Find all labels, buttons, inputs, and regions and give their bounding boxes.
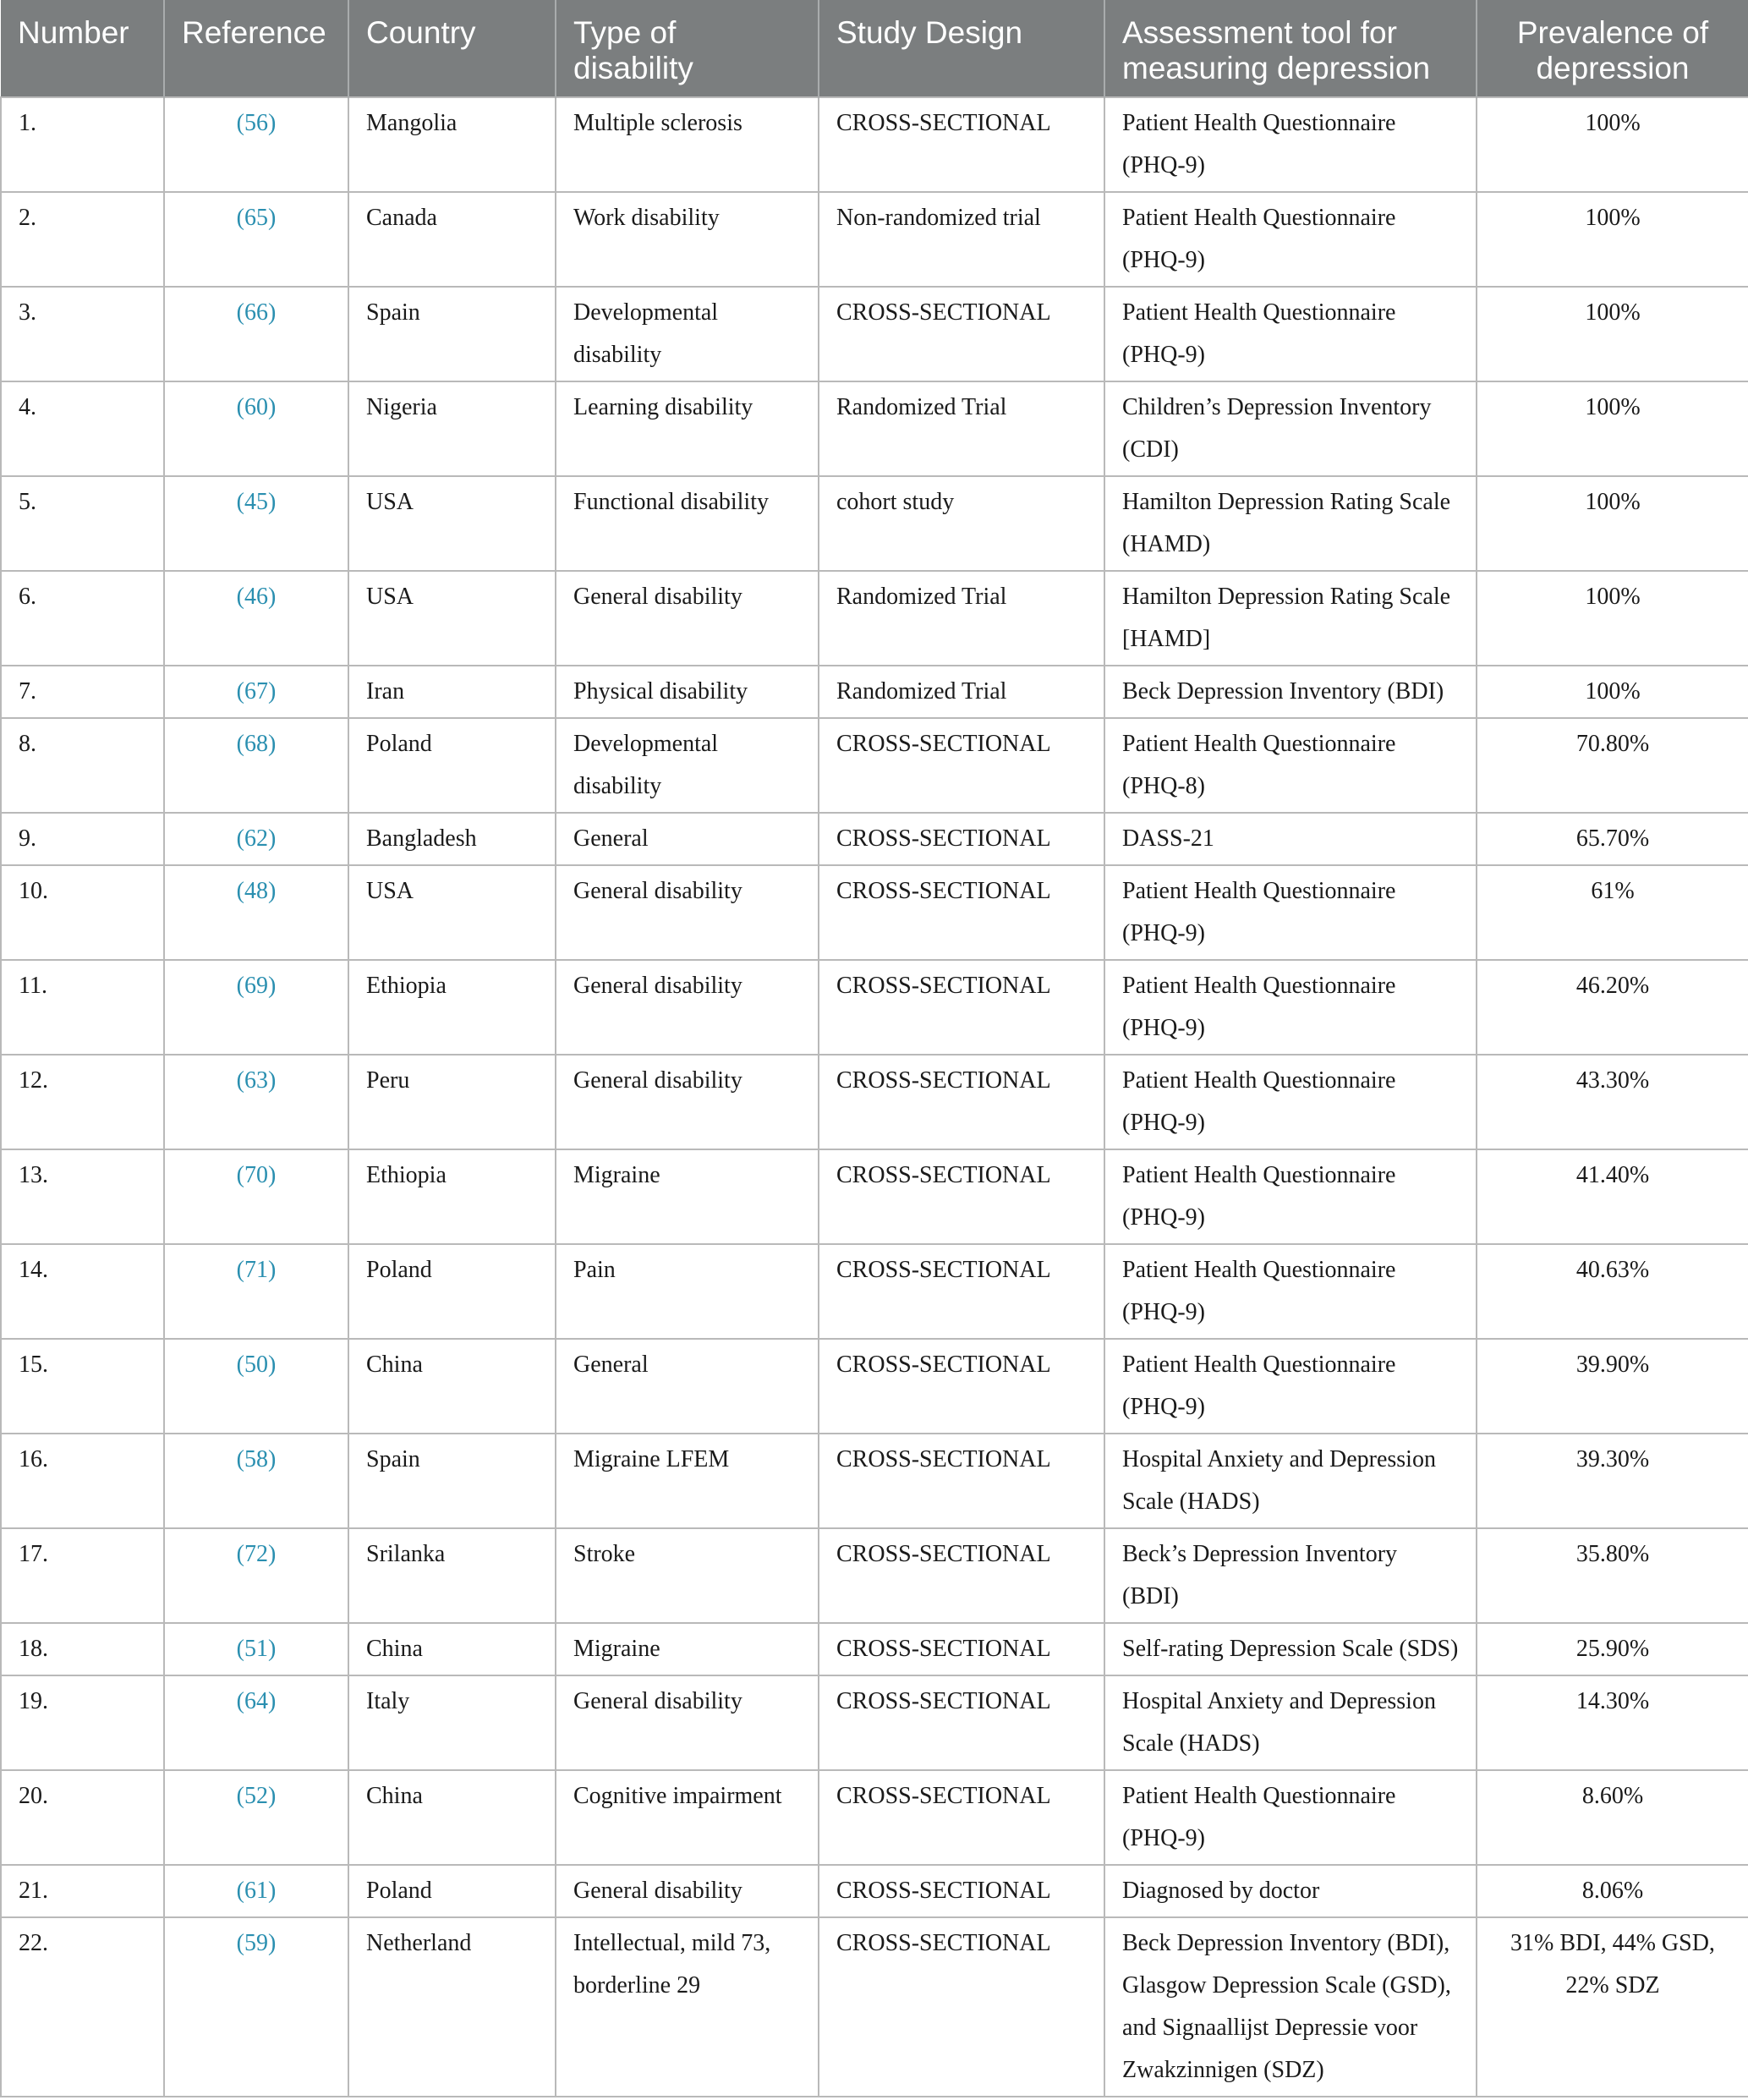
cell-reference <box>164 97 348 192</box>
table-row <box>1 1623 1748 1675</box>
reference-open-paren: ( <box>236 973 244 999</box>
reference-open-paren: ( <box>236 825 244 852</box>
reference-open-paren: ( <box>236 394 244 420</box>
reference-open-paren: ( <box>236 584 244 610</box>
cell-assessment-tool: Hamilton Depression Rating Scale (HAMD) <box>1104 476 1477 571</box>
cell-assessment-tool: Children’s Depression Inventory (CDI) <box>1104 381 1477 476</box>
reference-open-paren: ( <box>236 299 244 326</box>
cell-number: 5. <box>1 476 164 571</box>
cell-country: Poland <box>348 1244 556 1339</box>
reference-link[interactable]: 67 <box>244 678 268 705</box>
reference-close-paren: ) <box>268 1878 277 1904</box>
cell-prevalence: 35.80% <box>1477 1528 1748 1623</box>
reference-open-paren: ( <box>236 1636 244 1662</box>
header-number: Number <box>1 0 164 97</box>
reference-close-paren: ) <box>268 394 277 420</box>
cell-study-design: CROSS-SECTIONAL <box>819 1244 1104 1339</box>
table-row <box>1 381 1748 476</box>
cell-assessment-tool: Patient Health Questionnaire (PHQ-9) <box>1104 865 1477 960</box>
cell-reference <box>164 1770 348 1865</box>
cell-country: USA <box>348 476 556 571</box>
reference-open-paren: ( <box>236 1930 244 1956</box>
cell-study-design: CROSS-SECTIONAL <box>819 1149 1104 1244</box>
cell-reference <box>164 381 348 476</box>
cell-number: 18. <box>1 1623 164 1675</box>
cell-type-of-disability: Multiple sclerosis <box>556 97 819 192</box>
cell-prevalence: 100% <box>1477 476 1748 571</box>
cell-type-of-disability: General disability <box>556 1055 819 1149</box>
header-reference: Reference <box>164 0 348 97</box>
reference-link[interactable]: 60 <box>244 394 268 420</box>
reference-close-paren: ) <box>268 1930 277 1956</box>
cell-prevalence: 100% <box>1477 192 1748 287</box>
table-row <box>1 666 1748 718</box>
cell-country: USA <box>348 865 556 960</box>
table-row <box>1 1244 1748 1339</box>
cell-reference <box>164 1528 348 1623</box>
cell-assessment-tool: Patient Health Questionnaire (PHQ-9) <box>1104 287 1477 381</box>
cell-study-design: Randomized Trial <box>819 666 1104 718</box>
cell-study-design: CROSS-SECTIONAL <box>819 1528 1104 1623</box>
cell-country: China <box>348 1339 556 1434</box>
cell-prevalence: 14.30% <box>1477 1675 1748 1770</box>
cell-prevalence: 40.63% <box>1477 1244 1748 1339</box>
reference-close-paren: ) <box>268 1636 277 1662</box>
cell-country: Srilanka <box>348 1528 556 1623</box>
cell-number: 2. <box>1 192 164 287</box>
cell-type-of-disability: General disability <box>556 571 819 666</box>
reference-link[interactable]: 64 <box>244 1688 268 1714</box>
cell-number: 9. <box>1 813 164 865</box>
cell-study-design: CROSS-SECTIONAL <box>819 1339 1104 1434</box>
cell-study-design: Randomized Trial <box>819 571 1104 666</box>
cell-study-design: CROSS-SECTIONAL <box>819 1917 1104 2097</box>
cell-reference <box>164 1339 348 1434</box>
cell-number: 3. <box>1 287 164 381</box>
reference-close-paren: ) <box>268 1783 277 1809</box>
cell-study-design: CROSS-SECTIONAL <box>819 865 1104 960</box>
cell-study-design: cohort study <box>819 476 1104 571</box>
reference-open-paren: ( <box>236 205 244 231</box>
reference-link[interactable]: 62 <box>244 825 268 852</box>
cell-assessment-tool: Patient Health Questionnaire (PHQ-9) <box>1104 1339 1477 1434</box>
table-row <box>1 1917 1748 2097</box>
table-row <box>1 287 1748 381</box>
cell-prevalence: 43.30% <box>1477 1055 1748 1149</box>
cell-study-design: Randomized Trial <box>819 381 1104 476</box>
cell-number: 15. <box>1 1339 164 1434</box>
cell-prevalence: 39.90% <box>1477 1339 1748 1434</box>
cell-assessment-tool: Patient Health Questionnaire (PHQ-9) <box>1104 1149 1477 1244</box>
cell-reference <box>164 1149 348 1244</box>
reference-link[interactable]: 52 <box>244 1783 268 1809</box>
table-row <box>1 1865 1748 1917</box>
cell-number: 19. <box>1 1675 164 1770</box>
cell-prevalence: 100% <box>1477 97 1748 192</box>
cell-prevalence: 41.40% <box>1477 1149 1748 1244</box>
table-row <box>1 1149 1748 1244</box>
cell-number: 14. <box>1 1244 164 1339</box>
reference-link[interactable]: 71 <box>244 1257 268 1283</box>
cell-assessment-tool: Patient Health Questionnaire (PHQ-9) <box>1104 97 1477 192</box>
reference-open-paren: ( <box>236 1688 244 1714</box>
cell-study-design: CROSS-SECTIONAL <box>819 813 1104 865</box>
cell-country: Netherland <box>348 1917 556 2097</box>
reference-link[interactable]: 66 <box>244 299 268 326</box>
cell-reference <box>164 960 348 1055</box>
cell-number: 16. <box>1 1434 164 1528</box>
reference-link[interactable]: 65 <box>244 205 268 231</box>
cell-number: 1. <box>1 97 164 192</box>
table-row <box>1 192 1748 287</box>
reference-close-paren: ) <box>268 973 277 999</box>
cell-assessment-tool: Patient Health Questionnaire (PHQ-9) <box>1104 960 1477 1055</box>
cell-reference <box>164 1675 348 1770</box>
cell-prevalence: 8.60% <box>1477 1770 1748 1865</box>
table-row <box>1 960 1748 1055</box>
cell-assessment-tool: Patient Health Questionnaire (PHQ-9) <box>1104 1770 1477 1865</box>
reference-link[interactable]: 46 <box>244 584 268 610</box>
cell-reference <box>164 1623 348 1675</box>
cell-type-of-disability: Functional disability <box>556 476 819 571</box>
cell-type-of-disability: Pain <box>556 1244 819 1339</box>
reference-link[interactable]: 56 <box>244 110 268 136</box>
reference-link[interactable]: 61 <box>244 1878 268 1904</box>
cell-number: 20. <box>1 1770 164 1865</box>
reference-link[interactable]: 45 <box>244 489 268 515</box>
reference-close-paren: ) <box>268 205 277 231</box>
reference-link[interactable]: 51 <box>244 1636 268 1662</box>
reference-open-paren: ( <box>236 678 244 705</box>
reference-open-paren: ( <box>236 1067 244 1094</box>
reference-close-paren: ) <box>268 678 277 705</box>
cell-reference <box>164 813 348 865</box>
cell-country: China <box>348 1770 556 1865</box>
cell-country: Poland <box>348 1865 556 1917</box>
cell-study-design: CROSS-SECTIONAL <box>819 97 1104 192</box>
cell-reference <box>164 1434 348 1528</box>
reference-close-paren: ) <box>268 1541 277 1567</box>
reference-close-paren: ) <box>268 584 277 610</box>
reference-link[interactable]: 69 <box>244 973 268 999</box>
cell-type-of-disability: Migraine <box>556 1623 819 1675</box>
cell-type-of-disability: General disability <box>556 865 819 960</box>
cell-type-of-disability: Developmental disability <box>556 718 819 813</box>
cell-country: Iran <box>348 666 556 718</box>
reference-close-paren: ) <box>268 825 277 852</box>
reference-close-paren: ) <box>268 1688 277 1714</box>
reference-close-paren: ) <box>268 1446 277 1472</box>
cell-prevalence: 100% <box>1477 287 1748 381</box>
cell-type-of-disability: General <box>556 813 819 865</box>
cell-assessment-tool: Patient Health Questionnaire (PHQ-9) <box>1104 192 1477 287</box>
cell-number: 4. <box>1 381 164 476</box>
cell-assessment-tool: Self-rating Depression Scale (SDS) <box>1104 1623 1477 1675</box>
cell-number: 22. <box>1 1917 164 2097</box>
reference-open-paren: ( <box>236 489 244 515</box>
reference-link[interactable]: 72 <box>244 1541 268 1567</box>
cell-prevalence: 25.90% <box>1477 1623 1748 1675</box>
cell-country: Spain <box>348 1434 556 1528</box>
cell-number: 21. <box>1 1865 164 1917</box>
cell-number: 8. <box>1 718 164 813</box>
cell-type-of-disability: Cognitive impairment <box>556 1770 819 1865</box>
reference-open-paren: ( <box>236 1257 244 1283</box>
reference-close-paren: ) <box>268 878 277 904</box>
reference-open-paren: ( <box>236 731 244 757</box>
cell-country: China <box>348 1623 556 1675</box>
table-row <box>1 1434 1748 1528</box>
cell-number: 17. <box>1 1528 164 1623</box>
reference-link[interactable]: 59 <box>244 1930 268 1956</box>
reference-close-paren: ) <box>268 299 277 326</box>
cell-type-of-disability: General disability <box>556 1675 819 1770</box>
table-row <box>1 1770 1748 1865</box>
header-type-of-disability: Type of disability <box>556 0 819 97</box>
table-row <box>1 476 1748 571</box>
cell-type-of-disability: Developmental disability <box>556 287 819 381</box>
cell-assessment-tool: DASS-21 <box>1104 813 1477 865</box>
reference-open-paren: ( <box>236 1541 244 1567</box>
table-body <box>1 97 1748 2097</box>
reference-link[interactable]: 58 <box>244 1446 268 1472</box>
table-row <box>1 1528 1748 1623</box>
cell-country: Mangolia <box>348 97 556 192</box>
cell-reference <box>164 718 348 813</box>
reference-close-paren: ) <box>268 110 277 136</box>
reference-link[interactable]: 68 <box>244 731 268 757</box>
cell-country: Nigeria <box>348 381 556 476</box>
cell-assessment-tool: Beck’s Depression Inventory (BDI) <box>1104 1528 1477 1623</box>
cell-prevalence: 39.30% <box>1477 1434 1748 1528</box>
cell-study-design: CROSS-SECTIONAL <box>819 718 1104 813</box>
cell-reference <box>164 571 348 666</box>
cell-type-of-disability: General disability <box>556 960 819 1055</box>
header-prevalence: Prevalence of depression <box>1477 0 1748 97</box>
cell-country: Ethiopia <box>348 960 556 1055</box>
cell-reference <box>164 1917 348 2097</box>
reference-close-paren: ) <box>268 1067 277 1094</box>
reference-link[interactable]: 50 <box>244 1352 268 1378</box>
cell-prevalence: 46.20% <box>1477 960 1748 1055</box>
cell-assessment-tool: Beck Depression Inventory (BDI) <box>1104 666 1477 718</box>
reference-open-paren: ( <box>236 1352 244 1378</box>
cell-prevalence: 65.70% <box>1477 813 1748 865</box>
cell-reference <box>164 666 348 718</box>
cell-country: USA <box>348 571 556 666</box>
header-study-design: Study Design <box>819 0 1104 97</box>
cell-number: 12. <box>1 1055 164 1149</box>
reference-link[interactable]: 48 <box>244 878 268 904</box>
cell-prevalence: 70.80% <box>1477 718 1748 813</box>
cell-study-design: CROSS-SECTIONAL <box>819 1055 1104 1149</box>
cell-assessment-tool: Diagnosed by doctor <box>1104 1865 1477 1917</box>
cell-study-design: CROSS-SECTIONAL <box>819 1675 1104 1770</box>
cell-country: Peru <box>348 1055 556 1149</box>
table-header <box>1 0 1748 97</box>
cell-country: Ethiopia <box>348 1149 556 1244</box>
table-row <box>1 97 1748 192</box>
cell-study-design: CROSS-SECTIONAL <box>819 1865 1104 1917</box>
cell-study-design: CROSS-SECTIONAL <box>819 1623 1104 1675</box>
cell-assessment-tool: Hospital Anxiety and Depression Scale (HADS) <box>1104 1675 1477 1770</box>
reference-close-paren: ) <box>268 1257 277 1283</box>
reference-close-paren: ) <box>268 1162 277 1188</box>
cell-assessment-tool: Hospital Anxiety and Depression Scale (HADS) <box>1104 1434 1477 1528</box>
reference-link[interactable]: 63 <box>244 1067 268 1094</box>
table-row <box>1 718 1748 813</box>
reference-open-paren: ( <box>236 1878 244 1904</box>
cell-type-of-disability: Intellectual, mild 73, borderline 29 <box>556 1917 819 2097</box>
cell-prevalence: 100% <box>1477 381 1748 476</box>
header-country: Country <box>348 0 556 97</box>
cell-number: 11. <box>1 960 164 1055</box>
cell-reference <box>164 287 348 381</box>
cell-number: 13. <box>1 1149 164 1244</box>
cell-prevalence: 31% BDI, 44% GSD, 22% SDZ <box>1477 1917 1748 2097</box>
cell-prevalence: 8.06% <box>1477 1865 1748 1917</box>
table-row <box>1 1675 1748 1770</box>
cell-number: 7. <box>1 666 164 718</box>
cell-reference <box>164 865 348 960</box>
cell-prevalence: 61% <box>1477 865 1748 960</box>
cell-study-design: CROSS-SECTIONAL <box>819 1434 1104 1528</box>
cell-country: Italy <box>348 1675 556 1770</box>
table-row <box>1 571 1748 666</box>
cell-study-design: CROSS-SECTIONAL <box>819 1770 1104 1865</box>
cell-reference <box>164 1055 348 1149</box>
cell-prevalence: 100% <box>1477 666 1748 718</box>
cell-country: Bangladesh <box>348 813 556 865</box>
reference-open-paren: ( <box>236 1162 244 1188</box>
cell-study-design: CROSS-SECTIONAL <box>819 960 1104 1055</box>
cell-prevalence: 100% <box>1477 571 1748 666</box>
reference-link[interactable]: 70 <box>244 1162 268 1188</box>
cell-number: 10. <box>1 865 164 960</box>
reference-open-paren: ( <box>236 110 244 136</box>
table-row <box>1 865 1748 960</box>
cell-type-of-disability: General disability <box>556 1865 819 1917</box>
cell-assessment-tool: Hamilton Depression Rating Scale [HAMD] <box>1104 571 1477 666</box>
reference-open-paren: ( <box>236 1783 244 1809</box>
reference-open-paren: ( <box>236 1446 244 1472</box>
cell-assessment-tool: Beck Depression Inventory (BDI), Glasgow Depression Scale (GSD), and Signaallijst Depressie voor Zwakzinnigen (SDZ) <box>1104 1917 1477 2097</box>
table-row <box>1 1055 1748 1149</box>
cell-type-of-disability: Work disability <box>556 192 819 287</box>
cell-type-of-disability: Stroke <box>556 1528 819 1623</box>
reference-close-paren: ) <box>268 489 277 515</box>
reference-close-paren: ) <box>268 731 277 757</box>
table-row <box>1 1339 1748 1434</box>
cell-assessment-tool: Patient Health Questionnaire (PHQ-9) <box>1104 1244 1477 1339</box>
cell-assessment-tool: Patient Health Questionnaire (PHQ-9) <box>1104 1055 1477 1149</box>
cell-study-design: CROSS-SECTIONAL <box>819 287 1104 381</box>
header-row <box>1 0 1748 97</box>
cell-type-of-disability: Physical disability <box>556 666 819 718</box>
table-row <box>1 813 1748 865</box>
cell-reference <box>164 1244 348 1339</box>
cell-number: 6. <box>1 571 164 666</box>
cell-assessment-tool: Patient Health Questionnaire (PHQ-8) <box>1104 718 1477 813</box>
header-assessment-tool: Assessment tool for measuring depression <box>1104 0 1477 97</box>
cell-type-of-disability: General <box>556 1339 819 1434</box>
cell-country: Canada <box>348 192 556 287</box>
cell-reference <box>164 476 348 571</box>
cell-reference <box>164 1865 348 1917</box>
cell-type-of-disability: Learning disability <box>556 381 819 476</box>
cell-country: Poland <box>348 718 556 813</box>
cell-reference <box>164 192 348 287</box>
cell-type-of-disability: Migraine LFEM <box>556 1434 819 1528</box>
reference-open-paren: ( <box>236 878 244 904</box>
reference-close-paren: ) <box>268 1352 277 1378</box>
cell-country: Spain <box>348 287 556 381</box>
cell-type-of-disability: Migraine <box>556 1149 819 1244</box>
cell-study-design: Non-randomized trial <box>819 192 1104 287</box>
